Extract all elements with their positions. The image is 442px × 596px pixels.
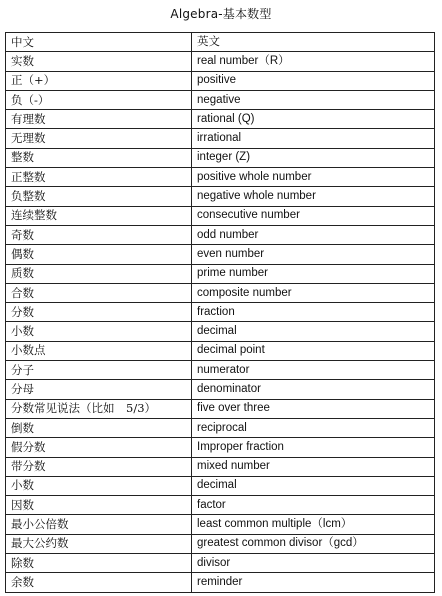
term-english: positive whole number bbox=[192, 168, 435, 187]
table-row bbox=[6, 52, 435, 71]
term-chinese: 分子 bbox=[6, 361, 192, 380]
table-header-row bbox=[6, 33, 435, 52]
term-chinese: 负整数 bbox=[6, 187, 192, 206]
term-chinese: 正整数 bbox=[6, 168, 192, 187]
vocabulary-table bbox=[5, 32, 435, 593]
table-row bbox=[6, 245, 435, 264]
table-row bbox=[6, 341, 435, 360]
term-chinese: 最小公倍数 bbox=[6, 515, 192, 534]
term-chinese: 小数 bbox=[6, 476, 192, 495]
term-chinese: 正（+） bbox=[6, 71, 192, 90]
term-english: negative bbox=[192, 90, 435, 109]
term-english: reciprocal bbox=[192, 418, 435, 437]
table-row bbox=[6, 554, 435, 573]
table-row bbox=[6, 457, 435, 476]
term-english: integer (Z) bbox=[192, 148, 435, 167]
term-english: denominator bbox=[192, 380, 435, 399]
table-row bbox=[6, 438, 435, 457]
term-chinese: 最大公约数 bbox=[6, 534, 192, 553]
table-row bbox=[6, 399, 435, 418]
term-english: five over three bbox=[192, 399, 435, 418]
table-row bbox=[6, 264, 435, 283]
term-chinese: 连续整数 bbox=[6, 206, 192, 225]
table-row bbox=[6, 515, 435, 534]
table-row bbox=[6, 476, 435, 495]
header-chinese: 中文 bbox=[6, 33, 192, 52]
term-chinese: 质数 bbox=[6, 264, 192, 283]
term-english: odd number bbox=[192, 225, 435, 244]
term-english: real number（R） bbox=[192, 52, 435, 71]
term-english: even number bbox=[192, 245, 435, 264]
term-chinese: 合数 bbox=[6, 283, 192, 302]
table-row bbox=[6, 71, 435, 90]
table-row bbox=[6, 573, 435, 592]
term-chinese: 带分数 bbox=[6, 457, 192, 476]
term-english: negative whole number bbox=[192, 187, 435, 206]
term-english: decimal point bbox=[192, 341, 435, 360]
table-row bbox=[6, 322, 435, 341]
term-chinese: 除数 bbox=[6, 554, 192, 573]
term-chinese: 小数 bbox=[6, 322, 192, 341]
term-english: composite number bbox=[192, 283, 435, 302]
term-english: greatest common divisor（gcd） bbox=[192, 534, 435, 553]
term-english: numerator bbox=[192, 361, 435, 380]
term-chinese: 小数点 bbox=[6, 341, 192, 360]
term-chinese: 奇数 bbox=[6, 225, 192, 244]
term-chinese: 整数 bbox=[6, 148, 192, 167]
term-english: Improper fraction bbox=[192, 438, 435, 457]
table-row bbox=[6, 496, 435, 515]
term-english: rational (Q) bbox=[192, 110, 435, 129]
term-english: fraction bbox=[192, 303, 435, 322]
term-english: decimal bbox=[192, 322, 435, 341]
term-chinese: 偶数 bbox=[6, 245, 192, 264]
table-row bbox=[6, 168, 435, 187]
table-row bbox=[6, 303, 435, 322]
term-chinese: 倒数 bbox=[6, 418, 192, 437]
term-english: prime number bbox=[192, 264, 435, 283]
header-english: 英文 bbox=[192, 33, 435, 52]
table-row bbox=[6, 148, 435, 167]
term-chinese: 假分数 bbox=[6, 438, 192, 457]
table-row bbox=[6, 418, 435, 437]
term-english: least common multiple（lcm） bbox=[192, 515, 435, 534]
term-chinese: 因数 bbox=[6, 496, 192, 515]
term-chinese: 实数 bbox=[6, 52, 192, 71]
term-english: decimal bbox=[192, 476, 435, 495]
table-row bbox=[6, 380, 435, 399]
table-row bbox=[6, 110, 435, 129]
term-chinese: 无理数 bbox=[6, 129, 192, 148]
table-row bbox=[6, 206, 435, 225]
term-english: factor bbox=[192, 496, 435, 515]
term-chinese: 余数 bbox=[6, 573, 192, 592]
term-chinese: 分数常见说法（比如 5/3） bbox=[6, 399, 192, 418]
table-row bbox=[6, 225, 435, 244]
term-english: reminder bbox=[192, 573, 435, 592]
vocabulary-table-body bbox=[6, 33, 435, 593]
table-row bbox=[6, 283, 435, 302]
term-chinese: 负（-） bbox=[6, 90, 192, 109]
table-row bbox=[6, 90, 435, 109]
table-row bbox=[6, 361, 435, 380]
table-row bbox=[6, 129, 435, 148]
term-english: irrational bbox=[192, 129, 435, 148]
term-chinese: 分母 bbox=[6, 380, 192, 399]
term-english: consecutive number bbox=[192, 206, 435, 225]
term-chinese: 分数 bbox=[6, 303, 192, 322]
page-title: Algebra-基本数型 bbox=[170, 7, 272, 21]
term-english: divisor bbox=[192, 554, 435, 573]
term-english: positive bbox=[192, 71, 435, 90]
term-english: mixed number bbox=[192, 457, 435, 476]
term-chinese: 有理数 bbox=[6, 110, 192, 129]
table-row bbox=[6, 187, 435, 206]
table-row bbox=[6, 534, 435, 553]
